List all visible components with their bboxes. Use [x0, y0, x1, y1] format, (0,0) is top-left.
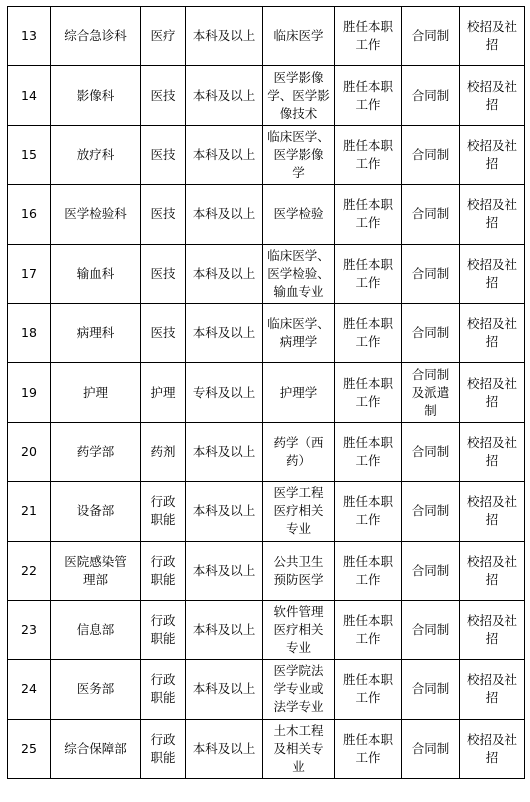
cell-department — [51, 125, 141, 184]
cell-category-text: 行政 职能 — [150, 553, 176, 587]
cell-requirement-text: 胜任本职 工作 — [342, 553, 393, 587]
cell-department-text: 影像科 — [76, 87, 115, 103]
cell-recruit-method-text: 校招及社 招 — [466, 19, 517, 53]
cell-category — [141, 541, 186, 600]
cell-category-text: 医技 — [150, 206, 176, 222]
cell-recruit-method — [460, 422, 525, 481]
cell-employment-type-text: 合同制 — [411, 325, 450, 341]
cell-recruit-method-text: 校招及社 招 — [466, 553, 517, 587]
cell-category-text: 行政 职能 — [150, 672, 176, 706]
cell-education-text: 本科及以上 — [192, 622, 256, 638]
cell-major — [263, 244, 335, 303]
cell-number-text: 21 — [21, 503, 37, 519]
table-row — [8, 303, 525, 362]
cell-employment-type — [402, 422, 460, 481]
cell-category — [141, 482, 186, 541]
cell-number-text: 23 — [21, 622, 37, 638]
cell-category — [141, 125, 186, 184]
cell-recruit-method — [460, 363, 525, 422]
cell-major — [263, 660, 335, 719]
cell-education — [186, 7, 263, 66]
cell-education — [186, 66, 263, 125]
cell-number-text: 16 — [21, 206, 37, 222]
cell-recruit-method — [460, 66, 525, 125]
cell-department-text: 医院感染管 理部 — [64, 553, 127, 587]
cell-number — [8, 66, 51, 125]
cell-number-text: 13 — [21, 28, 37, 44]
cell-department — [51, 482, 141, 541]
cell-category-text: 行政 职能 — [150, 613, 176, 647]
cell-employment-type-text: 合同制 — [411, 146, 450, 162]
cell-category — [141, 422, 186, 481]
cell-requirement — [335, 66, 402, 125]
cell-requirement-text: 胜任本职 工作 — [342, 316, 393, 350]
cell-recruit-method-text: 校招及社 招 — [466, 613, 517, 647]
cell-employment-type-text: 合同制 — [411, 503, 450, 519]
cell-category — [141, 719, 186, 778]
cell-education-text: 本科及以上 — [192, 206, 256, 222]
cell-major — [263, 363, 335, 422]
cell-employment-type-text: 合同制 — [411, 622, 450, 638]
cell-requirement-text: 胜任本职 工作 — [342, 613, 393, 647]
cell-number — [8, 541, 51, 600]
cell-number-text: 18 — [21, 325, 37, 341]
cell-number — [8, 244, 51, 303]
cell-recruit-method — [460, 7, 525, 66]
cell-category — [141, 363, 186, 422]
cell-category-text: 护理 — [150, 384, 176, 400]
cell-requirement-text: 胜任本职 工作 — [342, 197, 393, 231]
cell-number — [8, 482, 51, 541]
cell-department — [51, 185, 141, 244]
cell-major-text: 医学检验 — [273, 206, 324, 222]
cell-requirement-text: 胜任本职 工作 — [342, 256, 393, 290]
cell-category-text: 医技 — [150, 87, 176, 103]
cell-recruit-method — [460, 185, 525, 244]
cell-department — [51, 719, 141, 778]
cell-education-text: 本科及以上 — [192, 681, 256, 697]
cell-education-text: 本科及以上 — [192, 443, 256, 459]
cell-number — [8, 660, 51, 719]
cell-education-text: 本科及以上 — [192, 28, 256, 44]
cell-employment-type-text: 合同制 — [411, 443, 450, 459]
cell-department — [51, 66, 141, 125]
cell-number-text: 19 — [21, 384, 37, 400]
cell-department — [51, 7, 141, 66]
cell-major — [263, 185, 335, 244]
cell-category-text: 行政 职能 — [150, 731, 176, 765]
cell-category — [141, 7, 186, 66]
table-row — [8, 600, 525, 659]
cell-education — [186, 303, 263, 362]
cell-employment-type — [402, 7, 460, 66]
table-row — [8, 66, 525, 125]
cell-education-text: 本科及以上 — [192, 325, 256, 341]
cell-department-text: 信息部 — [76, 622, 115, 638]
cell-employment-type — [402, 482, 460, 541]
cell-requirement-text: 胜任本职 工作 — [342, 19, 393, 53]
table-row — [8, 363, 525, 422]
cell-requirement — [335, 422, 402, 481]
cell-education — [186, 541, 263, 600]
table-row — [8, 541, 525, 600]
cell-education — [186, 125, 263, 184]
cell-education-text: 专科及以上 — [192, 384, 256, 400]
cell-department-text: 放疗科 — [76, 146, 115, 162]
cell-employment-type-text: 合同制 — [411, 206, 450, 222]
cell-number — [8, 719, 51, 778]
cell-category — [141, 66, 186, 125]
cell-requirement — [335, 125, 402, 184]
cell-education-text: 本科及以上 — [192, 146, 256, 162]
cell-major — [263, 482, 335, 541]
cell-category-text: 医技 — [150, 265, 176, 281]
cell-number-text: 15 — [21, 146, 37, 162]
cell-employment-type — [402, 719, 460, 778]
cell-requirement — [335, 660, 402, 719]
cell-requirement-text: 胜任本职 工作 — [342, 434, 393, 468]
table-row — [8, 719, 525, 778]
cell-number — [8, 600, 51, 659]
cell-category — [141, 600, 186, 659]
cell-number — [8, 422, 51, 481]
cell-education — [186, 600, 263, 659]
cell-department — [51, 660, 141, 719]
cell-major-text: 临床医学、 病理学 — [267, 316, 330, 350]
cell-category-text: 药剂 — [150, 443, 176, 459]
cell-major — [263, 600, 335, 659]
cell-recruit-method-text: 校招及社 招 — [466, 731, 517, 765]
cell-employment-type-text: 合同制 — [411, 681, 450, 697]
cell-recruit-method-text: 校招及社 招 — [466, 256, 517, 290]
cell-number-text: 14 — [21, 87, 37, 103]
table-row — [8, 422, 525, 481]
cell-employment-type — [402, 185, 460, 244]
cell-requirement-text: 胜任本职 工作 — [342, 137, 393, 171]
table-row — [8, 7, 525, 66]
cell-requirement — [335, 719, 402, 778]
cell-employment-type — [402, 303, 460, 362]
cell-category — [141, 660, 186, 719]
cell-requirement-text: 胜任本职 工作 — [342, 375, 393, 409]
cell-recruit-method-text: 校招及社 招 — [466, 672, 517, 706]
cell-major-text: 公共卫生 预防医学 — [273, 553, 324, 587]
table-row — [8, 244, 525, 303]
cell-requirement — [335, 482, 402, 541]
cell-number-text: 24 — [21, 681, 37, 697]
cell-major-text: 医学院法 学专业或 法学专业 — [273, 663, 324, 715]
cell-number — [8, 125, 51, 184]
cell-requirement-text: 胜任本职 工作 — [342, 78, 393, 112]
cell-category-text: 行政 职能 — [150, 494, 176, 528]
cell-employment-type-text: 合同制 — [411, 562, 450, 578]
cell-employment-type-text: 合同制 及派遣 制 — [411, 366, 450, 418]
cell-recruit-method — [460, 660, 525, 719]
cell-department — [51, 600, 141, 659]
cell-department-text: 护理 — [82, 384, 108, 400]
cell-recruit-method — [460, 125, 525, 184]
cell-number — [8, 363, 51, 422]
cell-category — [141, 244, 186, 303]
cell-requirement — [335, 7, 402, 66]
cell-department — [51, 541, 141, 600]
cell-major-text: 临床医学 — [273, 28, 324, 44]
cell-requirement — [335, 541, 402, 600]
table-row — [8, 660, 525, 719]
cell-requirement-text: 胜任本职 工作 — [342, 731, 393, 765]
table-body — [8, 7, 525, 779]
cell-major — [263, 422, 335, 481]
cell-number — [8, 7, 51, 66]
cell-education — [186, 660, 263, 719]
cell-requirement-text: 胜任本职 工作 — [342, 494, 393, 528]
cell-employment-type — [402, 541, 460, 600]
cell-education-text: 本科及以上 — [192, 87, 256, 103]
cell-category-text: 医技 — [150, 325, 176, 341]
cell-number-text: 20 — [21, 443, 37, 459]
cell-education-text: 本科及以上 — [192, 562, 256, 578]
cell-recruit-method-text: 校招及社 招 — [466, 494, 517, 528]
cell-education — [186, 482, 263, 541]
cell-major-text: 软件管理 医疗相关 专业 — [273, 604, 324, 656]
cell-category — [141, 185, 186, 244]
cell-recruit-method — [460, 244, 525, 303]
cell-department-text: 药学部 — [76, 443, 115, 459]
cell-education — [186, 244, 263, 303]
cell-category — [141, 303, 186, 362]
cell-major-text: 临床医学、 医学影像 学 — [267, 128, 330, 180]
cell-employment-type — [402, 363, 460, 422]
cell-number-text: 17 — [21, 265, 37, 281]
cell-recruit-method-text: 校招及社 招 — [466, 375, 517, 409]
cell-department — [51, 303, 141, 362]
cell-major — [263, 66, 335, 125]
cell-education-text: 本科及以上 — [192, 265, 256, 281]
cell-education-text: 本科及以上 — [192, 503, 256, 519]
cell-major-text: 临床医学、 医学检验、 输血专业 — [267, 247, 330, 299]
cell-major-text: 药学（西 药） — [273, 434, 324, 468]
cell-department-text: 医学检验科 — [64, 206, 127, 222]
cell-recruit-method — [460, 541, 525, 600]
cell-department-text: 设备部 — [76, 503, 115, 519]
cell-employment-type-text: 合同制 — [411, 265, 450, 281]
cell-requirement — [335, 244, 402, 303]
cell-requirement-text: 胜任本职 工作 — [342, 672, 393, 706]
cell-employment-type — [402, 600, 460, 659]
cell-recruit-method — [460, 482, 525, 541]
cell-recruit-method — [460, 600, 525, 659]
cell-major — [263, 303, 335, 362]
cell-major-text: 土木工程 及相关专 业 — [273, 722, 324, 774]
cell-major — [263, 7, 335, 66]
cell-recruit-method — [460, 719, 525, 778]
cell-major-text: 护理学 — [279, 384, 318, 400]
cell-department-text: 医务部 — [76, 681, 115, 697]
cell-recruit-method — [460, 303, 525, 362]
cell-department-text: 综合保障部 — [64, 740, 127, 756]
cell-department — [51, 422, 141, 481]
cell-category-text: 医技 — [150, 146, 176, 162]
cell-category-text: 医疗 — [150, 28, 176, 44]
cell-education-text: 本科及以上 — [192, 740, 256, 756]
cell-major — [263, 125, 335, 184]
cell-number-text: 22 — [21, 562, 37, 578]
cell-employment-type — [402, 125, 460, 184]
cell-major-text: 医学影像 学、医学影 像技术 — [267, 69, 330, 121]
cell-recruit-method-text: 校招及社 招 — [466, 434, 517, 468]
cell-requirement — [335, 185, 402, 244]
cell-number — [8, 303, 51, 362]
cell-education — [186, 719, 263, 778]
cell-major — [263, 719, 335, 778]
cell-department-text: 病理科 — [76, 325, 115, 341]
cell-employment-type-text: 合同制 — [411, 28, 450, 44]
cell-education — [186, 363, 263, 422]
cell-employment-type — [402, 660, 460, 719]
recruitment-table — [7, 6, 525, 779]
cell-major-text: 医学工程 医疗相关 专业 — [273, 485, 324, 537]
cell-number-text: 25 — [21, 740, 37, 756]
cell-number — [8, 185, 51, 244]
cell-recruit-method-text: 校招及社 招 — [466, 197, 517, 231]
cell-requirement — [335, 600, 402, 659]
cell-recruit-method-text: 校招及社 招 — [466, 316, 517, 350]
cell-education — [186, 185, 263, 244]
cell-requirement — [335, 363, 402, 422]
cell-education — [186, 422, 263, 481]
cell-employment-type-text: 合同制 — [411, 740, 450, 756]
cell-employment-type — [402, 66, 460, 125]
cell-department-text: 输血科 — [76, 265, 115, 281]
cell-requirement — [335, 303, 402, 362]
cell-department-text: 综合急诊科 — [64, 28, 127, 44]
table-row — [8, 482, 525, 541]
cell-major — [263, 541, 335, 600]
table-row — [8, 185, 525, 244]
cell-employment-type-text: 合同制 — [411, 87, 450, 103]
table-row — [8, 125, 525, 184]
cell-recruit-method-text: 校招及社 招 — [466, 78, 517, 112]
cell-department — [51, 363, 141, 422]
cell-recruit-method-text: 校招及社 招 — [466, 137, 517, 171]
cell-department — [51, 244, 141, 303]
cell-employment-type — [402, 244, 460, 303]
